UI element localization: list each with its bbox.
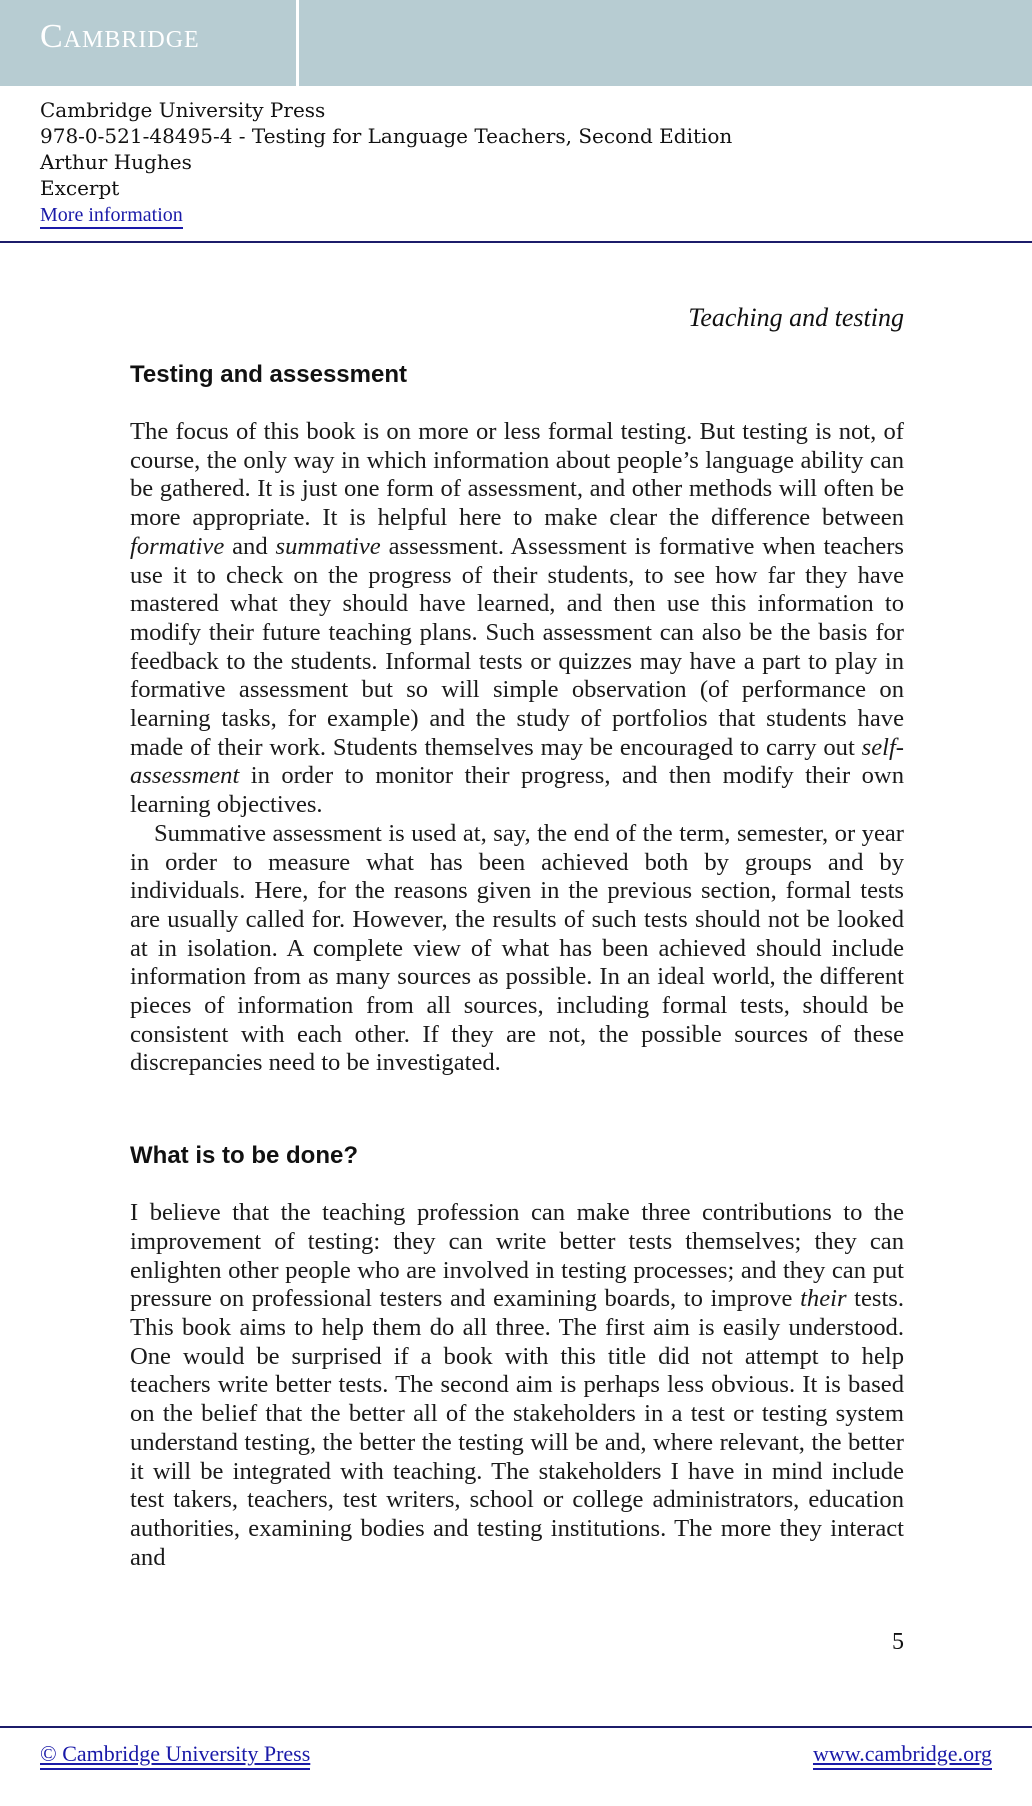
text-run: and bbox=[224, 532, 276, 560]
header-rule bbox=[0, 241, 1032, 243]
section-heading: Testing and assessment bbox=[130, 361, 407, 388]
publisher-name: Cambridge University Press bbox=[40, 98, 326, 122]
text-run: Summative assessment is used at, say, the end of the term, semester, or year in order to measure what has been achieved both by groups and by individuals. Here, for the reasons given in the previous section, formal tests are usually called for. However, the results of such tests should not be looked at in isolation. A complete view of what has been achieved should include information from as many sources as possible. In an ideal world, the different pieces of information from all sources, including formal tests, should be consistent with each other. If they are not, the possible sources of these discrepancies need to be investigated. bbox=[130, 819, 904, 1077]
page-body bbox=[130, 358, 904, 1572]
text-run: assessment. Assessment is formative when teachers use it to check on the progress of their students, to see how far they have mastered what they should have learned, and then use this information to modify their future teaching plans. Such assessment can also be the basis for feedback to the students. Informal tests or quizzes may have a part to play in formative assessment but so will simple observation (of performance on learning tasks, for example) and the study of portfolios that students have made of their work. Students themselves may be encouraged to carry out bbox=[130, 532, 904, 761]
italic-text: summative bbox=[275, 532, 381, 560]
italic-text: their bbox=[800, 1285, 847, 1313]
header-banner bbox=[0, 0, 1032, 86]
page-number: 5 bbox=[892, 1629, 904, 1655]
website-link[interactable]: www.cambridge.org bbox=[813, 1741, 992, 1770]
cambridge-logo: Cambridge bbox=[40, 18, 200, 55]
text-run: tests. This book aims to help them do all three. The first aim is easily understood. One would be surprised if a book with this title did not attempt to help teachers write better tests. The second aim is perhaps less obvious. It is based on the belief that the better all of the stakeholders in a test or testing system understand testing, the better the testing will be and, where relevant, the better it will be integrated with teaching. The stakeholders I have in mind include test takers, teachers, test writers, school or college administrators, education authorities, examining bodies and testing institutions. The more they interact and bbox=[130, 1285, 904, 1571]
isbn-title: 978-0-521-48495-4 - Testing for Language Teachers, Second Edition bbox=[40, 124, 733, 148]
text-run: The focus of this book is on more or less formal testing. But testing is not, of course, the only way in which information about people’s language ability can be gathered. It is just one form of assessment, and other methods will often be more appropriate. It is helpful here to make clear the difference between bbox=[130, 418, 904, 532]
italic-text: formative bbox=[130, 532, 225, 560]
running-head: Teaching and testing bbox=[688, 303, 904, 332]
book-info bbox=[40, 97, 732, 228]
italic-text: self-assessment bbox=[130, 733, 904, 790]
copyright-link[interactable]: © Cambridge University Press bbox=[40, 1741, 310, 1770]
document-type: Excerpt bbox=[40, 176, 120, 200]
text-run: I believe that the teaching profession can make three contributions to the improvement of testing: they can write better tests themselves; they can enlighten other people who are involved in testing processes; and they can put pressure on professional testers and examining boards, to improve bbox=[130, 1199, 904, 1313]
section-heading: What is to be done? bbox=[130, 1142, 358, 1170]
more-information-link[interactable]: More information bbox=[40, 204, 183, 229]
body-paragraph bbox=[130, 820, 904, 1078]
body-paragraph bbox=[130, 1199, 904, 1572]
banner-divider bbox=[296, 0, 299, 86]
text-run: in order to monitor their progress, and then modify their own learning objectives. bbox=[130, 762, 904, 819]
footer-rule bbox=[0, 1726, 1032, 1728]
body-paragraph bbox=[130, 418, 904, 820]
author-name: Arthur Hughes bbox=[40, 150, 192, 174]
